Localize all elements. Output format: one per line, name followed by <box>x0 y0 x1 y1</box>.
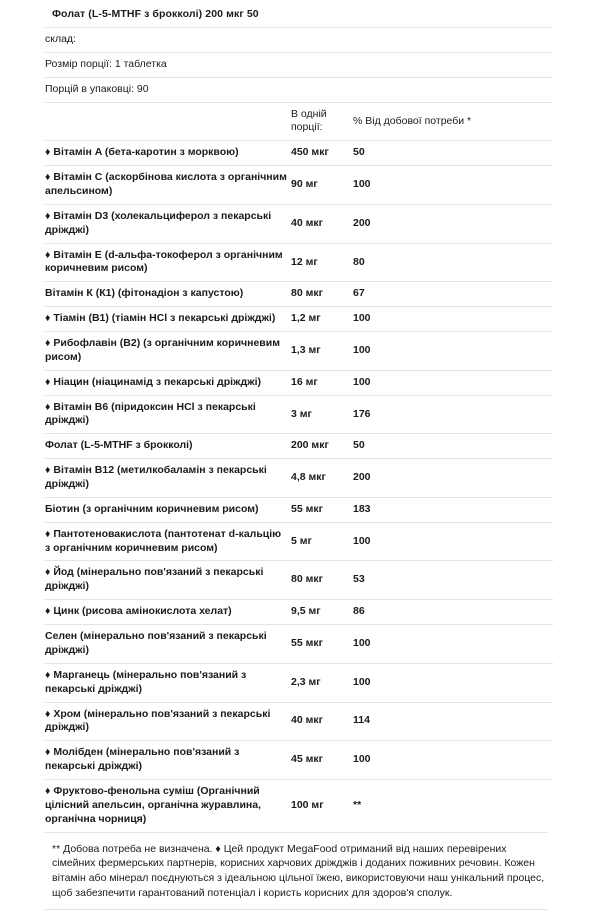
diamond-bullet-icon: ♦ <box>45 527 51 540</box>
nutrient-amount: 9,5 мг <box>291 605 321 618</box>
table-row <box>45 434 553 459</box>
table-row <box>45 779 553 831</box>
nutrient-name <box>45 395 291 434</box>
nutrient-name-label: Йод (мінерально пов'язаний з пекарські дріжджі) <box>45 566 264 593</box>
nutrient-amount: 12 мг <box>291 255 318 268</box>
servings-amount-cell <box>291 77 353 102</box>
diamond-bullet-icon: ♦ <box>45 464 51 477</box>
diamond-bullet-icon: ♦ <box>45 337 51 350</box>
diamond-bullet-icon: ♦ <box>45 746 51 759</box>
table-row <box>45 600 553 625</box>
table-row <box>45 282 553 307</box>
table-row <box>45 522 553 561</box>
nutrient-daily-value: ** <box>353 798 362 811</box>
table-row <box>45 166 553 205</box>
nutrient-daily-value: 67 <box>353 287 365 300</box>
diamond-bullet-icon: ♦ <box>45 375 51 388</box>
nutrient-amount: 90 мг <box>291 178 318 191</box>
nutrient-name-label: Вітамін E (d-альфа-токоферол з органічним коричневим рисом) <box>45 248 283 275</box>
diamond-bullet-icon: ♦ <box>45 668 51 681</box>
table-row <box>45 395 553 434</box>
nutrient-name <box>45 370 291 395</box>
nutrient-name-label: Вітамін A (бета-каротин з морквою) <box>53 146 239 159</box>
nutrient-daily-value: 114 <box>353 714 370 727</box>
nutrient-name <box>45 166 291 205</box>
servings-per-container-label: Порцій в упаковці: 90 <box>45 82 149 95</box>
nutrient-name-label: Молібден (мінерально пов'язаний з пекарські дріжджі) <box>45 746 240 773</box>
table-row <box>45 741 553 780</box>
table-row <box>45 243 553 282</box>
table-row-composition <box>45 28 553 53</box>
nutrient-name-label: Цинк (рисова амінокислота хелат) <box>53 605 232 618</box>
table-row <box>45 141 553 166</box>
nutrient-name <box>45 702 291 741</box>
diamond-bullet-icon: ♦ <box>45 605 51 618</box>
nutrient-amount: 4,8 мкг <box>291 471 326 484</box>
serving-size-label: Розмір порції: 1 таблетка <box>45 57 167 70</box>
diamond-bullet-icon: ♦ <box>45 566 51 579</box>
nutrient-amount: 16 мг <box>291 375 318 388</box>
nutrient-amount: 1,2 мг <box>291 312 321 325</box>
table-row <box>45 204 553 243</box>
nutrient-daily-value: 80 <box>353 255 365 268</box>
nutrient-daily-value: 100 <box>353 375 371 388</box>
diamond-bullet-icon: ♦ <box>45 248 51 261</box>
nutrient-name-label: Вітамін К (К1) (фітонадіон з капустою) <box>45 287 244 300</box>
nutrient-amount: 450 мкг <box>291 146 329 159</box>
nutrient-name <box>45 243 291 282</box>
table-row-servings-per-container <box>45 77 553 102</box>
nutrient-name-label: Хром (мінерально пов'язаний з пекарські дріжджі) <box>45 707 271 734</box>
table-row-serving-size <box>45 52 553 77</box>
table-row <box>45 702 553 741</box>
nutrient-name <box>45 561 291 600</box>
table-row <box>45 459 553 498</box>
table-row <box>45 663 553 702</box>
nutrient-name <box>45 307 291 332</box>
nutrient-daily-value: 100 <box>353 312 371 325</box>
diamond-bullet-icon: ♦ <box>45 209 51 222</box>
column-header-amount: В одній порції: <box>291 107 327 134</box>
nutrient-name <box>45 434 291 459</box>
nutrient-name <box>45 779 291 831</box>
nutrient-amount: 40 мкг <box>291 216 323 229</box>
nutrient-daily-value: 176 <box>353 407 371 420</box>
nutrient-amount: 100 мг <box>291 798 324 811</box>
nutrient-name-label: Вітамін D3 (холекальциферол з пекарські дріжджі) <box>45 209 272 236</box>
nutrient-daily-value: 100 <box>353 675 371 688</box>
table-row <box>45 561 553 600</box>
nutrient-daily-value: 50 <box>353 146 365 159</box>
nutrient-name-label: Ніацин (ніацинамід з пекарські дріжджі) <box>53 375 261 388</box>
page-title: Фолат (L-5-MTHF з брокколі) 200 мкг 50 <box>52 8 259 20</box>
column-header-daily-value: % Від добової потреби * <box>353 114 472 127</box>
serving-size-dv-cell <box>353 52 553 77</box>
nutrient-name <box>45 204 291 243</box>
nutrient-daily-value: 100 <box>353 753 371 766</box>
nutrient-name-label: Фолат (L-5-MTHF з брокколі) <box>45 439 193 452</box>
nutrient-name-label: Селен (мінерально пов'язаний з пекарські дріжджі) <box>45 630 267 656</box>
nutrient-name-label: Марганець (мінерально пов'язаний з пекарські дріжджі) <box>45 668 247 695</box>
nutrient-daily-value: 200 <box>353 471 371 484</box>
table-row <box>45 370 553 395</box>
nutrient-name-label: Біотин (з органічним коричневим рисом) <box>45 502 259 515</box>
nutrient-name-label: Рибофлавін (B2) (з органічним коричневим рисом) <box>45 337 280 363</box>
nutrient-amount: 2,3 мг <box>291 675 321 688</box>
table-row <box>45 307 553 332</box>
column-header-name <box>45 102 291 140</box>
nutrient-name <box>45 332 291 371</box>
nutrient-daily-value: 53 <box>353 573 365 586</box>
nutrient-name-label: Вітамін B6 (піридоксин HCl з пекарські дріжджі) <box>45 400 256 427</box>
nutrient-name-label: Пантотеновакислота (пантотенат d-кальцію з органічним коричневим рисом) <box>45 527 282 554</box>
diamond-bullet-icon: ♦ <box>45 784 51 797</box>
table-body <box>45 28 553 141</box>
serving-size-amount-cell <box>291 52 353 77</box>
nutrient-name <box>45 459 291 498</box>
nutrient-name <box>45 741 291 780</box>
diamond-bullet-icon: ♦ <box>45 400 51 413</box>
nutrient-daily-value: 86 <box>353 605 365 618</box>
nutrient-daily-value: 200 <box>353 216 371 229</box>
nutrient-amount: 55 мкг <box>291 636 323 649</box>
nutrient-amount: 55 мкг <box>291 502 323 515</box>
servings-dv-cell <box>353 77 553 102</box>
nutrient-daily-value: 100 <box>353 534 371 547</box>
nutrient-daily-value: 100 <box>353 178 371 191</box>
nutrient-amount: 45 мкг <box>291 753 323 766</box>
nutrient-name-label: Фруктово-фенольна суміш (Органічний цілісний апельсин, органічна журавлина, органічна чорниця) <box>45 784 262 825</box>
composition-amount-cell <box>291 28 353 53</box>
nutrient-amount: 80 мкг <box>291 287 323 300</box>
nutrient-amount: 40 мкг <box>291 714 323 727</box>
nutrient-amount: 1,3 мг <box>291 343 321 356</box>
nutrient-amount: 5 мг <box>291 534 312 547</box>
nutrient-name-label: Вітамін B12 (метилкобаламін з пекарські дріжджі) <box>45 464 267 491</box>
nutrient-amount: 200 мкг <box>291 439 329 452</box>
composition-dv-cell <box>353 28 553 53</box>
nutrient-amount: 80 мкг <box>291 573 323 586</box>
nutrient-daily-value: 183 <box>353 502 371 515</box>
nutrient-daily-value: 100 <box>353 636 371 649</box>
nutrient-name-label: Вітамін C (аскорбінова кислота з органічним апельсином) <box>45 171 287 198</box>
nutrient-name <box>45 282 291 307</box>
nutrients-table <box>45 140 553 831</box>
table-header-row <box>45 102 553 140</box>
nutrient-name <box>45 522 291 561</box>
composition-label: склад: <box>45 33 76 45</box>
nutrient-daily-value: 50 <box>353 439 365 452</box>
diamond-bullet-icon: ♦ <box>45 707 51 720</box>
nutrient-name-label: Тіамін (B1) (тіамін HCl з пекарські дріжджі) <box>53 312 276 325</box>
nutrient-name <box>45 625 291 664</box>
nutrient-amount: 3 мг <box>291 407 312 420</box>
footnote-text: ** Добова потреба не визначена. ♦ Цей продукт MegaFood отриманий від наших перевірених сімейних фермерських партнерів, корисних харчових дріжджів і доданих поживних речовин. Кожен вітамін або мінерал поєднуються з ідеальною цільної їжею, використовуючи наш унікальний процес, щоб забезпечити гарантований потенціал і користь корисних для здоров'я сполук. <box>45 832 548 910</box>
diamond-bullet-icon: ♦ <box>45 171 51 184</box>
nutrients-table-body <box>45 141 553 832</box>
nutrient-name <box>45 600 291 625</box>
nutrient-name <box>45 497 291 522</box>
table-row <box>45 497 553 522</box>
table-row <box>45 332 553 371</box>
nutrient-daily-value: 100 <box>353 343 371 356</box>
nutrient-name <box>45 663 291 702</box>
diamond-bullet-icon: ♦ <box>45 146 51 159</box>
diamond-bullet-icon: ♦ <box>45 312 51 325</box>
nutrient-name <box>45 141 291 166</box>
supplement-facts-table <box>45 27 553 140</box>
table-row <box>45 625 553 664</box>
